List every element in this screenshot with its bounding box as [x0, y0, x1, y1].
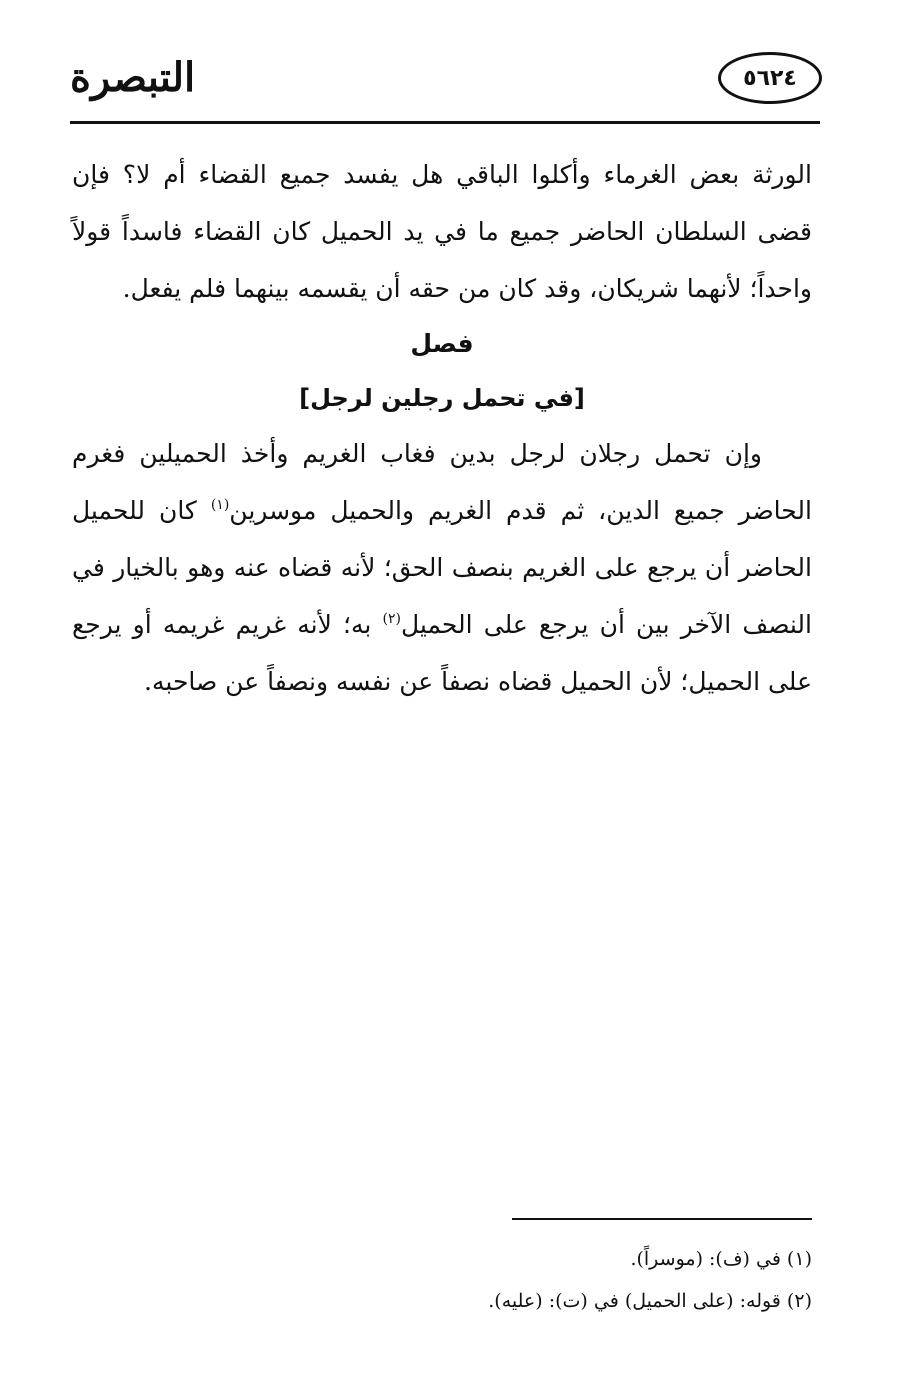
book-title: التبصرة: [70, 54, 196, 101]
header-rule: [70, 121, 820, 124]
section-subheading: [في تحمل رجلين لرجل]: [299, 384, 585, 412]
paragraph-main-part-2: كان للحميل الحاضر أن يرجع على الغريم بنصف الحق؛ لأنه قضاه عنه وهو بالخيار في النصف الآخر بين أن يرجع على الحميل: [72, 496, 812, 639]
body-text: [72, 146, 812, 710]
footnote-1: (١) في (ف): (موسراً).: [630, 1248, 812, 1270]
footnote-ref-1: (١): [210, 497, 230, 513]
page-header: [70, 48, 820, 124]
paragraph-main: [72, 425, 812, 710]
paragraph-main-part-1: وإن تحمل رجلان لرجل بدين فغاب الغريم وأخذ الحميلين فغرم الحاضر جميع الدين، ثم قدم الغريم والحميل موسرين: [72, 439, 812, 525]
footnote-separator: [512, 1218, 812, 1220]
section-heading: فصل: [410, 329, 474, 358]
paragraph-continuation: الورثة بعض الغرماء وأكلوا الباقي هل يفسد جميع القضاء أم لا؟ فإن قضى السلطان الحاضر جميع ما في يد الحميل كان القضاء فاسداً قولاً واحداً؛ لأنهما شريكان، وقد كان من حقه أن يقسمه بينهما فلم يفعل.: [72, 160, 812, 303]
footnote-ref-2: (٢): [382, 611, 401, 627]
footnote-2: (٢) قوله: (على الحميل) في (ت): (عليه).: [488, 1290, 812, 1312]
page-number: ٥٦٢٤: [718, 52, 822, 104]
footnotes: [72, 1238, 812, 1322]
paragraph-main-part-3: به؛ لأنه غريم غريمه أو يرجع على الحميل؛ لأن الحميل قضاه نصفاً عن نفسه ونصفاً عن صاحبه.: [72, 610, 812, 696]
